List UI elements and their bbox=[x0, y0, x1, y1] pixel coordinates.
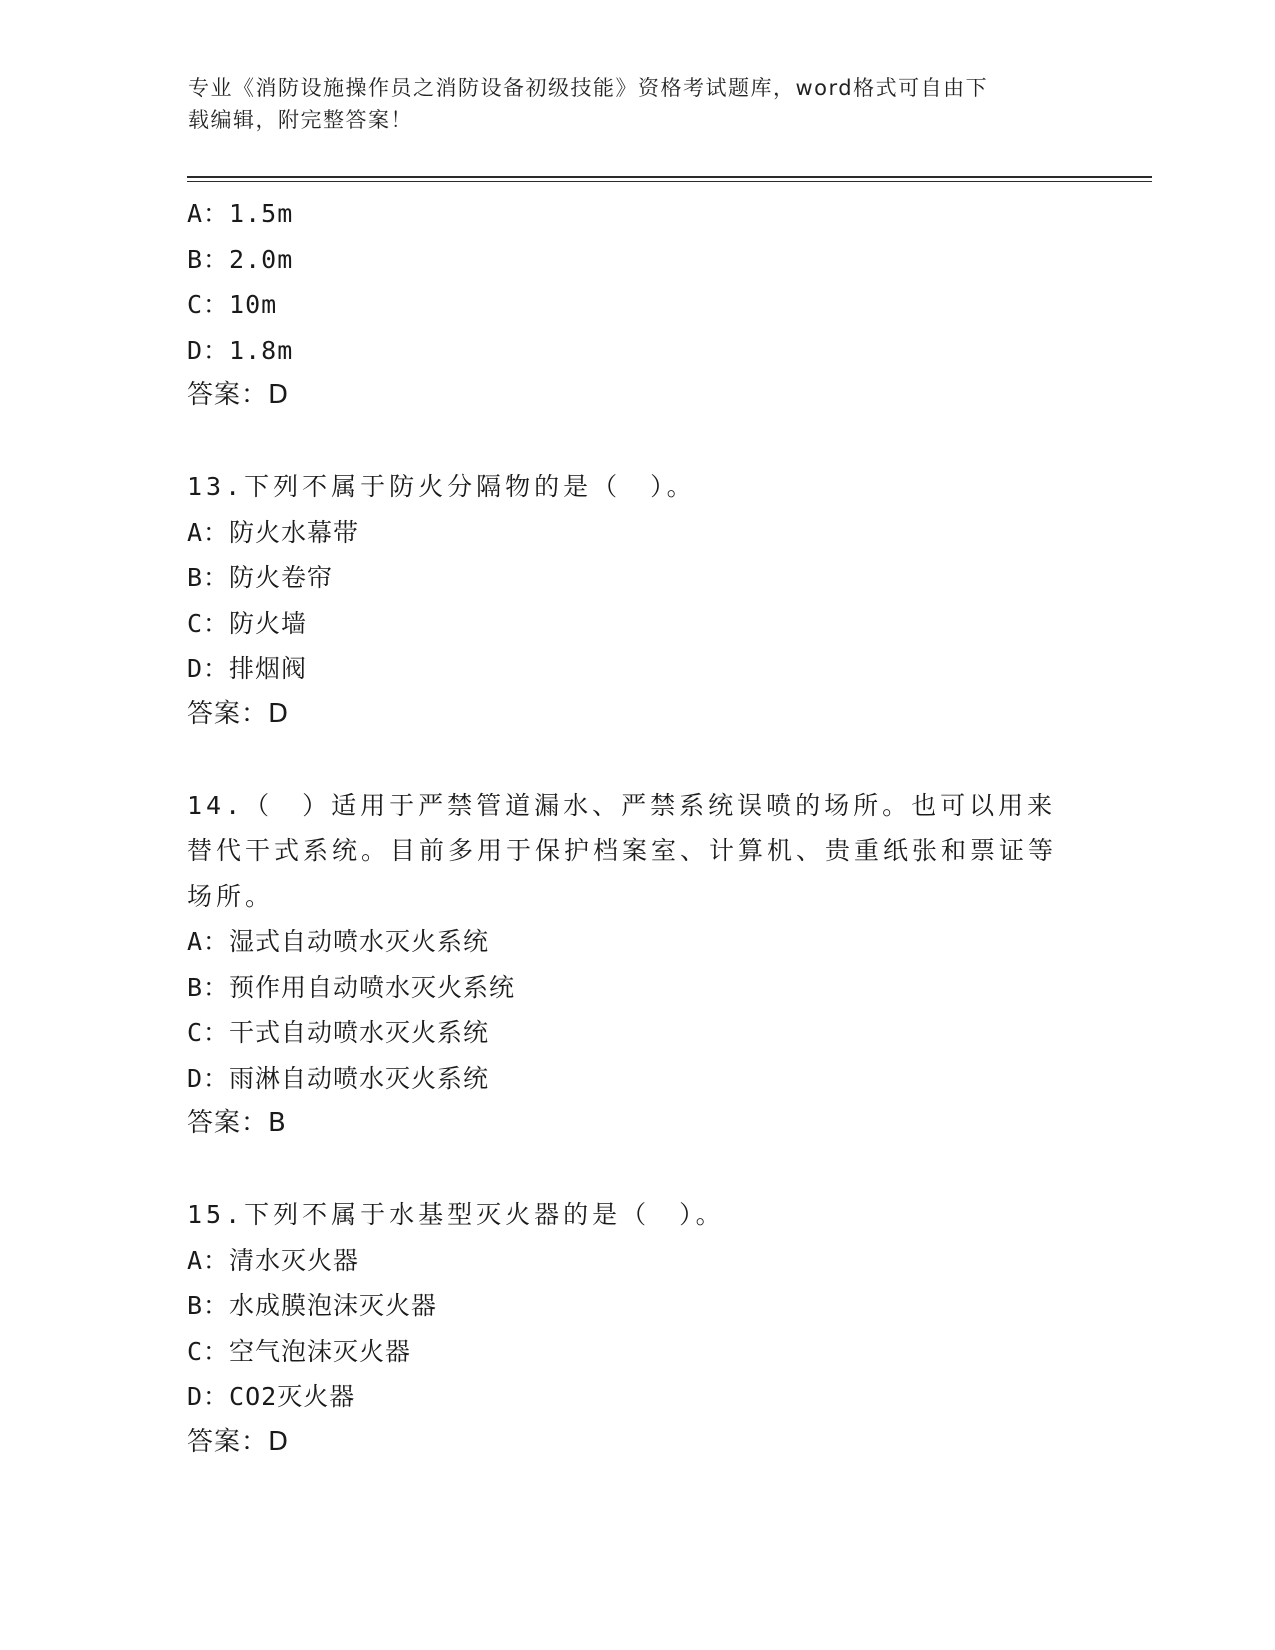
header-divider-thick bbox=[187, 176, 1152, 178]
option-b: B：防火卷帘 bbox=[187, 563, 334, 592]
option-b: B：水成膜泡沫灭火器 bbox=[187, 1291, 438, 1320]
question-list bbox=[187, 191, 1087, 1465]
option-d: D：1.8m bbox=[187, 335, 294, 365]
spacer bbox=[187, 1147, 1087, 1193]
option-a: A：1.5m bbox=[187, 199, 294, 228]
header-line-2: 载编辑，附完整答案！ bbox=[188, 108, 413, 132]
option-d: D：CO2灭火器 bbox=[187, 1382, 356, 1411]
option-d: D：雨淋自动喷水灭火系统 bbox=[187, 1063, 490, 1093]
question-15 bbox=[187, 1192, 1087, 1465]
document-header bbox=[188, 72, 1068, 136]
option-d: D：排烟阀 bbox=[187, 654, 308, 683]
answer: 答案：D bbox=[187, 698, 290, 729]
header-line-1: 专业《消防设施操作员之消防设备初级技能》资格考试题库，word格式可自由下 bbox=[188, 76, 989, 100]
question-text: 14.（ ）适用于严禁管道漏水、严禁系统误喷的场所。也可以用来替代干式系统。目前多用于保护档案室、计算机、贵重纸张和票证等场所。 bbox=[187, 790, 1058, 911]
question-text: 13.下列不属于防火分隔物的是（ ）。 bbox=[187, 472, 696, 501]
question-14 bbox=[187, 783, 1087, 1147]
option-c: C：防火墙 bbox=[187, 608, 308, 638]
option-b: B：预作用自动喷水灭火系统 bbox=[187, 972, 516, 1002]
option-a: A：湿式自动喷水灭火系统 bbox=[187, 927, 490, 956]
header-divider-thin bbox=[187, 181, 1152, 182]
option-c: C：10m bbox=[187, 290, 278, 319]
answer: 答案：B bbox=[187, 1108, 287, 1138]
spacer bbox=[187, 737, 1087, 783]
question-block-12-tail bbox=[187, 191, 1087, 419]
option-c: C：干式自动喷水灭火系统 bbox=[187, 1018, 490, 1047]
question-13 bbox=[187, 464, 1087, 737]
question-text: 15.下列不属于水基型灭火器的是（ ）。 bbox=[187, 1200, 725, 1229]
option-a: A：清水灭火器 bbox=[187, 1245, 360, 1275]
option-b: B：2.0m bbox=[187, 244, 294, 274]
spacer bbox=[187, 419, 1087, 465]
answer: 答案：D bbox=[187, 1426, 290, 1457]
option-a: A：防火水幕带 bbox=[187, 517, 360, 547]
answer: 答案：D bbox=[187, 380, 290, 410]
option-c: C：空气泡沫灭火器 bbox=[187, 1336, 412, 1366]
